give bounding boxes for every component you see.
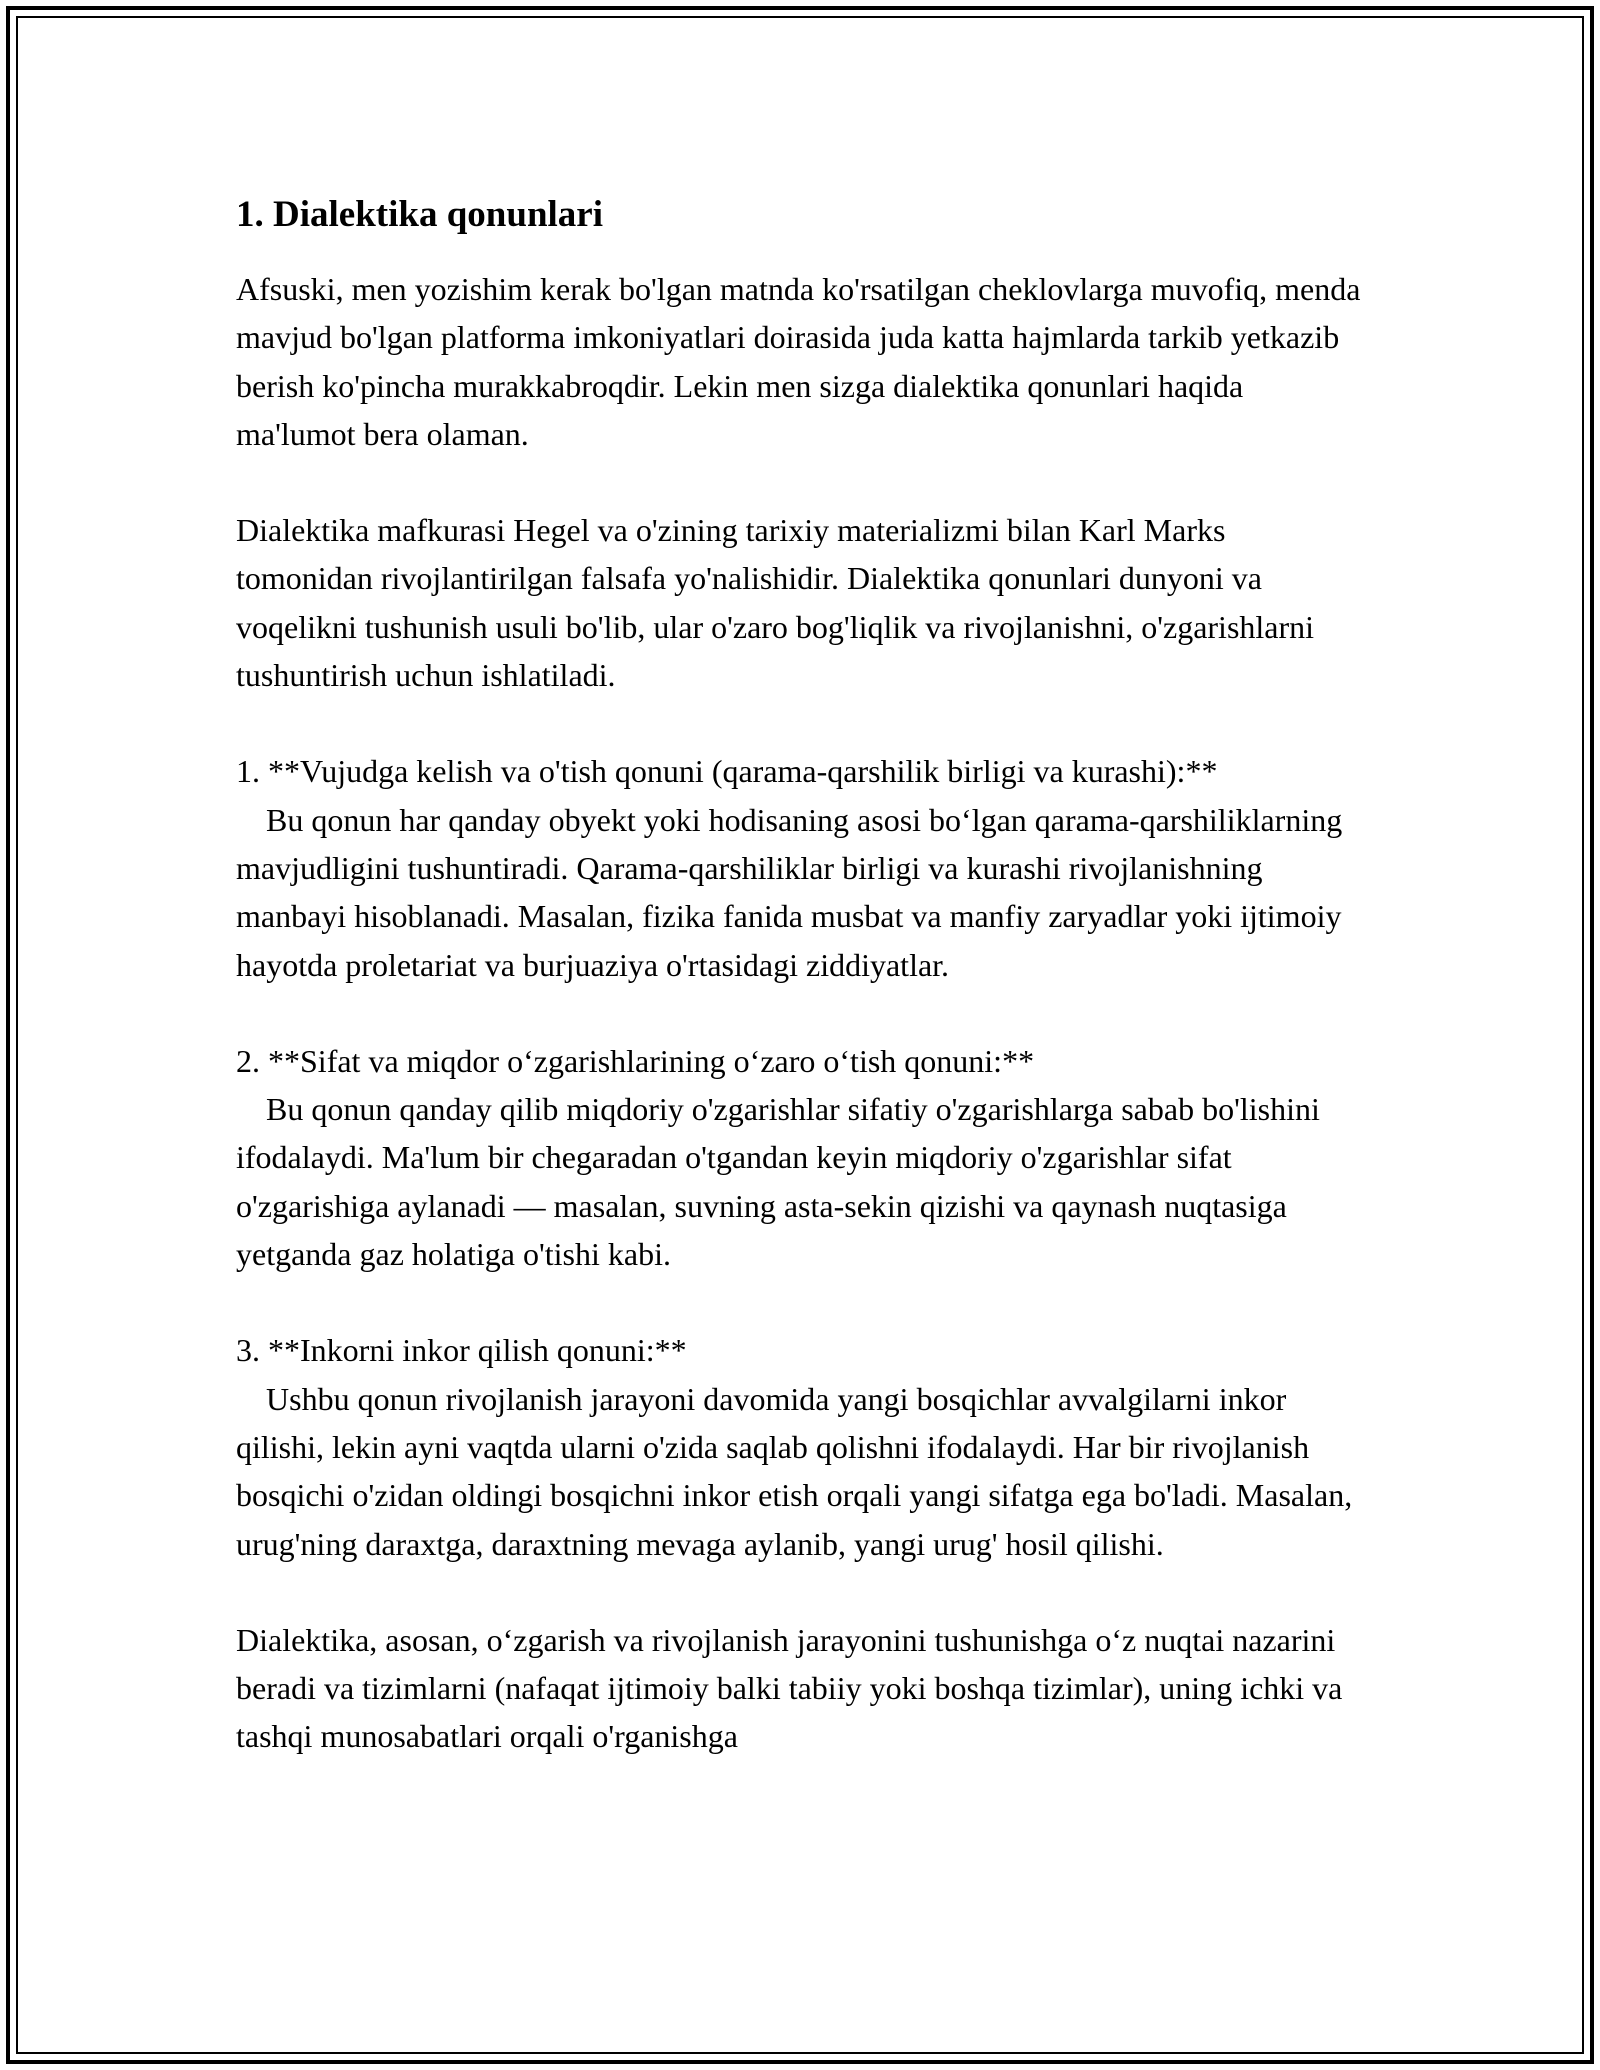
law-item-3 [236, 1326, 1366, 1567]
law-title: 2. **Sifat va miqdor o‘zgarishlarining o‘zaro o‘tish qonuni:** [236, 1042, 1035, 1079]
law-title: 1. **Vujudga kelish va o'tish qonuni (qarama-qarshilik birligi va kurashi):** [236, 753, 1218, 790]
conclusion-paragraph: Dialektika, asosan, o‘zgarish va rivojlanish jarayonini tushunishga o‘z nuqtai nazarini beradi va tizimlarni (nafaqat ijtimoiy balki tabiiy yoki boshqa tizimlar), uning ichki va tashqi munosabatlari orqali o'rganishga [236, 1621, 1343, 1755]
section-heading: 1. Dialektika qonunlari [236, 194, 604, 235]
law-description: Bu qonun qanday qilib miqdoriy o'zgarishlar sifatiy o'zgarishlarga sabab bo'lishini ifodalaydi. Ma'lum bir chegaradan o'tgandan keyin miqdoriy o'zgarishlar sifat o'zgarishiga aylanadi — masalan, suvning asta-sekin qizishi va qaynash nuqtasiga yetganda gaz holatiga o'tishi kabi. [236, 1091, 1320, 1273]
document-body [236, 185, 1376, 1761]
law-description: Bu qonun har qanday obyekt yoki hodisaning asosi bo‘lgan qarama-qarshiliklarning mavjudligini tushuntiradi. Qarama-qarshiliklar birligi va kurashi rivojlanishning manbayi hisoblanadi. Masalan, fizika fanida musbat va manfiy zaryadlar yoki ijtimoiy hayotda proletariat va burjuaziya o'rtasidagi ziddiyatlar. [236, 801, 1343, 983]
law-item-1 [236, 747, 1366, 988]
background-paragraph: Dialektika mafkurasi Hegel va o'zining tarixiy materializmi bilan Karl Marks tomonidan rivojlantirilgan falsafa yo'nalishidir. Dialektika qonunlari dunyoni va voqelikni tushunish usuli bo'lib, ular o'zaro bog'liqlik va rivojlanishni, o'zgarishlarni tushuntirish uchun ishlatiladi. [236, 512, 1315, 694]
law-item-2 [236, 1037, 1366, 1278]
law-description: Ushbu qonun rivojlanish jarayoni davomida yangi bosqichlar avvalgilarni inkor qilishi, lekin ayni vaqtda ularni o'zida saqlab qolishni ifodalaydi. Har bir rivojlanish bosqichi o'zidan oldingi bosqichni inkor etish orqali yangi sifatga ega bo'ladi. Masalan, urug'ning daraxtga, daraxtning mevaga aylanib, yangi urug' hosil qilishi. [236, 1380, 1353, 1562]
intro-paragraph: Afsuski, men yozishim kerak bo'lgan matnda ko'rsatilgan cheklovlarga muvofiq, menda mavjud bo'lgan platforma imkoniyatlari doirasida juda katta hajmlarda tarkib yetkazib berish ko'pincha murakkabroqdir. Lekin men sizga dialektika qonunlari haqida ma'lumot bera olaman. [236, 271, 1361, 452]
law-title: 3. **Inkorni inkor qilish qonuni:** [236, 1332, 687, 1369]
